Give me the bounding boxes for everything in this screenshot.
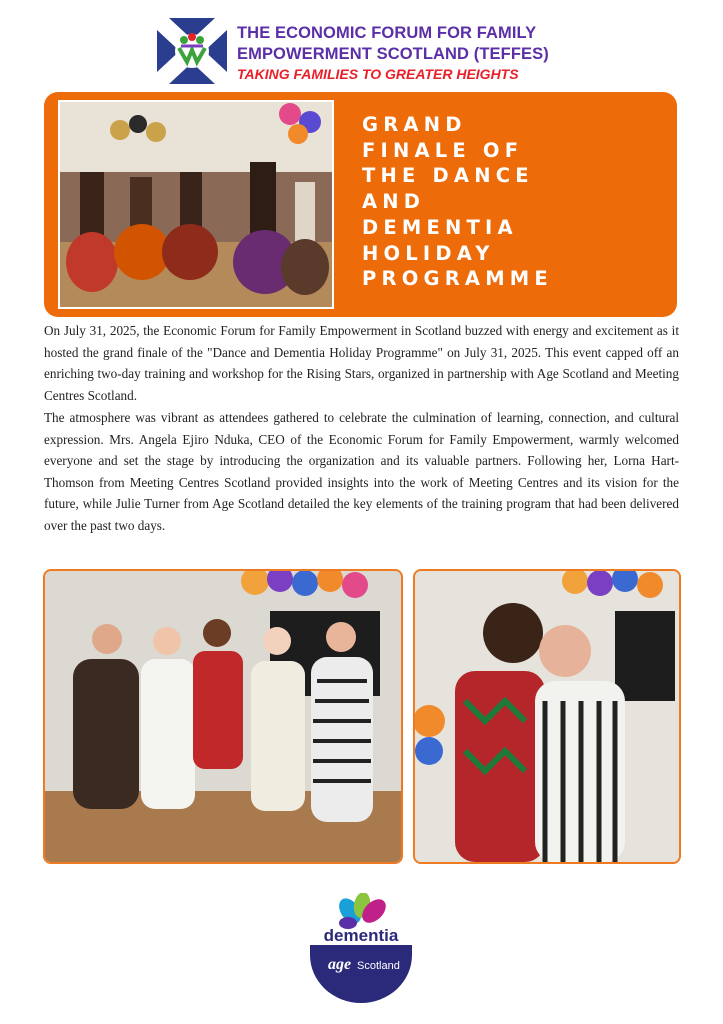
logo-word-scotland: Scotland [357, 960, 400, 972]
article-paragraph-1: On July 31, 2025, the Economic Forum for Family Empowerment in Scotland buzzed with energy and excitement as it hosted the grand finale of the "Dance and Dementia Holiday Programme" on July 31, 2025. This event capped off an enriching two-day training and workshop for the Rising Stars, organized in partnership with Age Scotland and Meeting Centres Scotland. [44, 323, 679, 403]
org-name-line1: THE ECONOMIC FORUM FOR FAMILY [237, 24, 537, 42]
article-paragraph-2: The atmosphere was vibrant as attendees gathered to celebrate the culmination of learning, connection, and cultural expression. Mrs. Angela Ejiro Nduka, CEO of the Economic Forum for Family Empowerment, warmly welcomed everyone and set the stage by introducing the organization and its valuable partners. Following her, Lorna Hart-Thomson from Meeting Centres Scotland provided insights into the work of Meeting Centres and its vision for the future, while Julie Turner from Age Scotland detailed the key elements of the training program that had been delivered over the past two days. [44, 410, 679, 533]
dementia-age-scotland-logo [300, 893, 422, 1005]
tagline: TAKING FAMILIES TO GREATER HEIGHTS [237, 66, 519, 82]
dance-performance-photo [58, 100, 334, 309]
logo-word-age: age [328, 956, 352, 973]
logo-word-dementia: dementia [323, 926, 399, 945]
hug-photo [413, 569, 681, 864]
group-photo [43, 569, 403, 864]
org-name-line2: EMPOWERMENT SCOTLAND (TEFFES) [237, 45, 549, 63]
teffes-logo-icon [157, 18, 227, 84]
event-title: GRAND FINALE OF THE DANCE AND DEMENTIA HOLIDAY PROGRAMME [362, 113, 553, 291]
